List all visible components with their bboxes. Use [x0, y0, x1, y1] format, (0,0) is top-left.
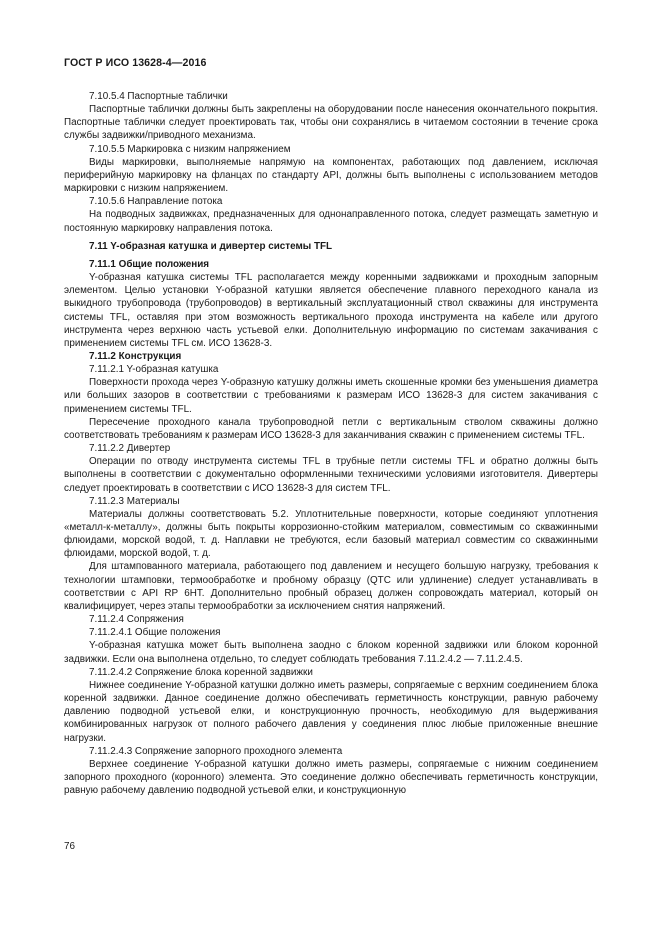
body-paragraph: Нижнее соединение Y-образной катушки должно иметь размеры, сопрягаемые с верхним соединением блока коренной задвижки. Данное соединение должно обеспечивать герметичность конструкции, равную рабочему давлению подводной устьевой елки, и конструкционную прочность, необходимую для выдерживания комбинированных нагрузок от полного рабочего давления у соединения плюс любые приложенные внешние нагрузки.: [64, 679, 598, 744]
body-paragraph: Для штампованного материала, работающего под давлением и несущего большую нагрузку, требования к технологии штамповки, термообработке и пробному образцу (QTC или удлинение) следует устанавливать в соответствии с API RP 6HT. Дополнительно пробный образец должен сопровождать материал, который он квалифицирует, через этапы термообработки за исключением снятия напряжений.: [64, 561, 598, 612]
body-paragraph: Y-образная катушка системы TFL располагается между коренными задвижками и проходным запорным элементом. Целью установки Y-образной катушки является обеспечение плавного переходного канала из выкидного трубопровода (трубопроводов) в вертикальный эксплуатационный ствол скважины для инструмента системы TFL, оставляя при этом возможность вертикального прохода инструмента на кабеле или другого инструмента через верхнюю часть устьевой елки. Дополнительную информацию по системам закачивания с применением системы TFL см. ИСО 13628-3.: [64, 272, 598, 349]
subsection-heading: 7.10.5.5 Маркировка с низким напряжением: [89, 143, 291, 155]
subsection-heading: 7.11.2.1 Y-образная катушка: [89, 364, 219, 376]
subsection-heading: 7.11.2.3 Материалы: [89, 495, 180, 507]
subsection-heading: 7.11.2.4.3 Сопряжение запорного проходного элемента: [89, 745, 343, 757]
body-paragraph: Операции по отводу инструмента системы TFL в трубные петли системы TFL и обратно должны быть выполнены в соответствии с документально оформленными техническими условиями изготовителя. Дивертеры следует проектировать в соответствии с ИСО 13628-3 для систем TFL.: [64, 456, 598, 494]
section-heading: 7.11.1 Общие положения: [89, 258, 210, 270]
section-heading: 7.11.2 Конструкция: [89, 350, 182, 362]
subsection-heading: 7.11.2.4.1 Общие положения: [89, 627, 221, 639]
body-paragraph: Верхнее соединение Y-образной катушки должно иметь размеры, сопрягаемые с нижним соединением запорного проходного (коронного) элемента. Это соединение должно обеспечивать герметичность конструкции, равную рабочему давлению подводной устьевой елки, и конструкционную: [64, 758, 598, 797]
page-number: 76: [64, 841, 75, 852]
subsection-heading: 7.10.5.6 Направление потока: [89, 196, 223, 208]
subsection-heading: 7.10.5.4 Паспортные таблички: [89, 91, 228, 102]
subsection-heading: 7.11.2.4 Сопряжения: [89, 614, 184, 626]
subsection-heading: 7.11.2.4.2 Сопряжение блока коренной задвижки: [89, 666, 313, 678]
body-paragraph: На подводных задвижках, предназначенных для однонаправленного потока, следует размещать заметную и постоянную маркировку направления потока.: [64, 209, 598, 234]
subsection-heading: 7.11.2.2 Дивертер: [89, 443, 171, 455]
body-paragraph: Паспортные таблички должны быть закреплены на оборудовании после нанесения окончательного покрытия. Паспортные таблички следует проектировать так, чтобы они сохранялись в читаемом состоянии в течение срока службы задвижки/приводного механизма.: [64, 104, 598, 142]
body-paragraph: Пересечение проходного канала трубопроводной петли с вертикальным стволом скважины должно соответствовать требованиям к размерам ИСО 13628-3 для заканчивания скважин с применением системы TFL.: [64, 416, 598, 441]
document-header: ГОСТ Р ИСО 13628-4—2016: [64, 57, 207, 69]
body-paragraph: Виды маркировки, выполняемые напрямую на компонентах, работающих под давлением, исключая периферийную маркировку на фланцах по стандарту API, должны быть выполнены с использованием методов маркировки с низким напряжением.: [64, 156, 598, 195]
body-paragraph: Y-образная катушка может быть выполнена заодно с блоком коренной задвижки или блоком коронной задвижки. Если она выполнена отдельно, то следует соблюдать требования 7.11.2.4.2 — 7.11.2.4.5.: [64, 640, 598, 665]
body-paragraph: Поверхности прохода через Y-образную катушку должны иметь скошенные кромки без уменьшения диаметра или больших зазоров в соответствии с требованиями к размерам ИСО 13628-3 для систем закачивания с применением системы TFL.: [64, 377, 598, 415]
document-body: [64, 90, 598, 797]
section-heading: 7.11 Y-образная катушка и дивертер системы TFL: [89, 240, 333, 252]
body-paragraph: Материалы должны соответствовать 5.2. Уплотнительные поверхности, которые соединяют уплотнения «металл-к-металлу», должны быть покрыты коррозионно-стойким материалом, совместимым со скважинными флюидами, морской водой, т. д. Наплавки не требуются, если базовый материал совместим со скважинными флюидами, морской водой, т. д.: [64, 508, 598, 560]
